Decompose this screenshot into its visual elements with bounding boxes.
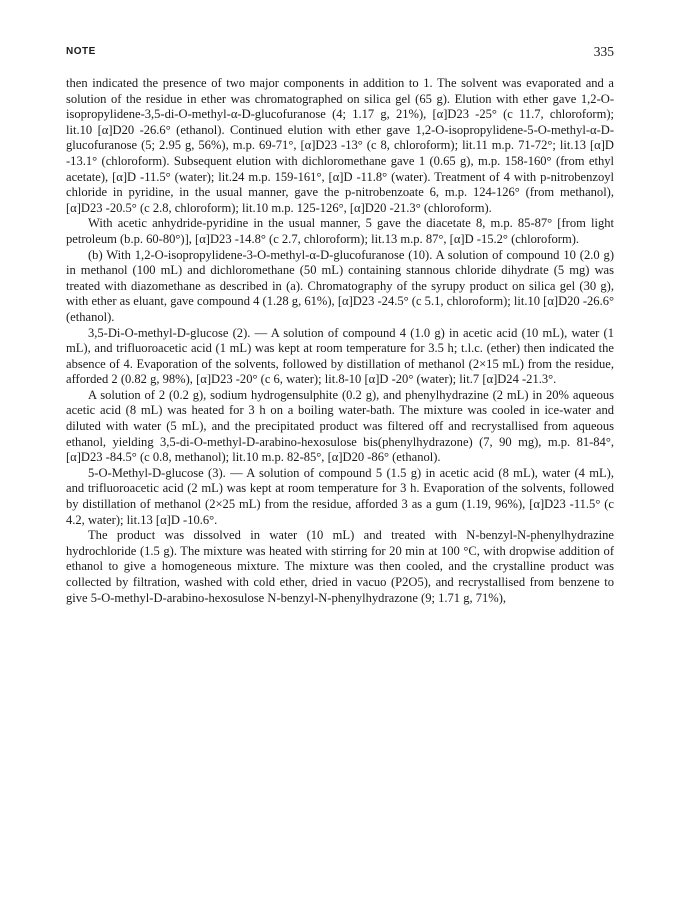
paragraph: With acetic anhydride-pyridine in the usual manner, 5 gave the diacetate 8, m.p. 85-87° [from light petroleum (b.p. 60-80°)], [α]D23 -14.8° (c 2.7, chloroform); lit.13 m.p. 87°, [α]D -15.2° (chloroform). <box>66 216 614 246</box>
page-number: 335 <box>593 44 614 59</box>
page-header <box>66 40 614 62</box>
paragraph: then indicated the presence of two major components in addition to 1. The solvent was evaporated and a solution of the residue in ether was chromatographed on silica gel (65 g). Elution with ether gave 1,2-O-isopropylidene-3,5-di-O-methyl-α-D-glucofuranose (4; 1.17 g, 21%), [α]D23 -25° (c 11.7, chloroform); lit.10 [α]D20 -26.6° (ethanol). Continued elution with ether gave 1,2-O-isopropylidene-5-O-methyl-α-D-glucofuranose (5; 2.95 g, 56%), m.p. 69-71°, [α]D23 -13° (c 8, chloroform); lit.11 m.p. 71-72°; lit.13 [α]D -13.1° (chloroform). Subsequent elution with dichloromethane gave 1 (0.65 g), m.p. 158-160° (from ethyl acetate), [α]D -11.5° (water); lit.24 m.p. 159-161°, [α]D -11.8° (water). Treatment of 4 with p-nitrobenzoyl chloride in pyridine, in the usual manner, gave the p-nitrobenzoate 6, m.p. 124-126° (from methanol), [α]D23 -20.5° (c 2.8, chloroform); lit.10 m.p. 125-126°, [α]D20 -21.3° (chloroform). <box>66 76 614 215</box>
paragraph: The product was dissolved in water (10 mL) and treated with N-benzyl-N-phenylhydrazine hydrochloride (1.5 g). The mixture was heated with stirring for 20 min at 100 °C, with dropwise addition of ethanol to give a homogeneous mixture. The mixture was then cooled, and the crystalline product was collected by filtration, washed with cold ether, dried in vacuo (P2O5), and recrystallised from benzene to give 5-O-methyl-D-arabino-hexosulose N-benzyl-N-phenylhydrazone (9; 1.71 g, 71%), <box>66 528 614 605</box>
paragraph: (b) With 1,2-O-isopropylidene-3-O-methyl-α-D-glucofuranose (10). A solution of compound 10 (2.0 g) in methanol (100 mL) and dichloromethane (50 mL) containing stannous chloride dihydrate (5 mg) was treated with diazomethane as described in (a). Chromatography of the syrupy product on silica gel (30 g), with ether as eluant, gave compound 4 (1.28 g, 61%), [α]D23 -24.5° (c 5.1, chloroform); lit.10 [α]D20 -26.6° (ethanol). <box>66 247 614 324</box>
body-text <box>66 76 614 606</box>
running-head: NOTE <box>66 46 96 57</box>
paragraph: 5-O-Methyl-D-glucose (3). — A solution of compound 5 (1.5 g) in acetic acid (8 mL), water (4 mL), and trifluoroacetic acid (2 mL) was kept at room temperature for 3 h. Evaporation of the solvents, followed by distillation of methanol (2×25 mL) from the residue, afforded 3 as a gum (1.19, 96%), [α]D23 -11.5° (c 4.2, water); lit.13 [α]D -10.6°. <box>66 465 614 527</box>
paragraph: 3,5-Di-O-methyl-D-glucose (2). — A solution of compound 4 (1.0 g) in acetic acid (10 mL), water (1 mL), and trifluoroacetic acid (1 mL) was kept at room temperature for 3.5 h; t.l.c. (ether) then indicated the absence of 4. Evaporation of the solvents, followed by distillation of methanol (2×15 mL) from the residue, afforded 2 (0.82 g, 98%), [α]D23 -20° (c 6, water); lit.8-10 [α]D -20° (water); lit.7 [α]D24 -21.3°. <box>66 325 614 387</box>
paragraph: A solution of 2 (0.2 g), sodium hydrogensulphite (0.2 g), and phenylhydrazine (2 mL) in 20% aqueous acetic acid (8 mL) was heated for 3 h on a boiling water-bath. The mixture was cooled in ice-water and diluted with water (5 mL), and the precipitated product was filtered off and recrystallised from aqueous ethanol, yielding 3,5-di-O-methyl-D-arabino-hexosulose bis(phenylhydrazone) (7, 90 mg), m.p. 81-84°, [α]D23 -84.5° (c 0.8, methanol); lit.10 m.p. 82-85°, [α]D20 -86° (ethanol). <box>66 387 614 465</box>
journal-page <box>66 40 614 606</box>
